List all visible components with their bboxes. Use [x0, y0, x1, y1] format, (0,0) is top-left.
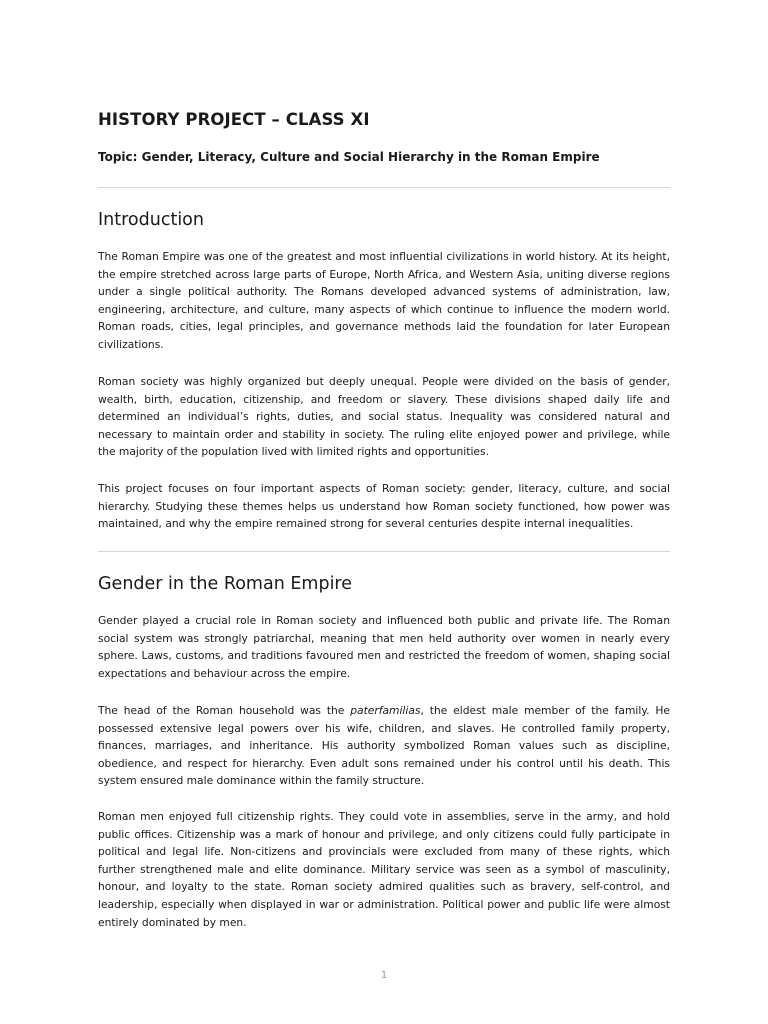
introduction-heading: Introduction	[98, 210, 204, 230]
introduction-paragraph-3: This project focuses on four important aspects of Roman society: gender, literacy, culture, and social hierarchy. Studying these themes helps us understand how Roman society functioned, how power was maintained, and why the empire remained strong for several centuries despite internal inequalities.	[98, 482, 670, 531]
gender-paragraph-1: Gender played a crucial role in Roman society and influenced both public and private life. The Roman social system was strongly patriarchal, meaning that men held authority over women in nearly every sphere. Laws, customs, and traditions favoured men and restricted the freedom of women, shaping social expectations and behaviour across the empire.	[98, 614, 670, 680]
page-number: 1	[380, 970, 388, 981]
document-title: HISTORY PROJECT – CLASS XI	[98, 110, 370, 129]
gender-heading: Gender in the Roman Empire	[98, 574, 353, 594]
introduction-paragraph-1: The Roman Empire was one of the greatest and most influential civilizations in world history. At its height, the empire stretched across large parts of Europe, North Africa, and Western Asia, uniting diverse regions under a single political authority. The Romans developed advanced systems of administration, law, engineering, architecture, and culture, many aspects of which continue to influence the modern world. Roman roads, cities, legal principles, and governance methods laid the foundation for later European civilizations.	[98, 250, 670, 351]
gender-paragraph-2	[98, 702, 670, 790]
section-divider	[98, 551, 670, 552]
introduction-paragraph-2: Roman society was highly organized but deeply unequal. People were divided on the basis of gender, wealth, birth, education, citizenship, and freedom or slavery. These divisions shaped daily life and determined an individual’s rights, duties, and social status. Inequality was considered natural and necessary to maintain order and stability in society. The ruling elite enjoyed power and privilege, while the majority of the population lived with limited rights and opportunities.	[98, 375, 670, 459]
document-topic: Topic: Gender, Literacy, Culture and Social Hierarchy in the Roman Empire	[98, 150, 600, 164]
section-divider	[98, 187, 670, 188]
gender-paragraph-3: Roman men enjoyed full citizenship rights. They could vote in assemblies, serve in the army, and hold public offices. Citizenship was a mark of honour and privilege, and only citizens could fully participate in political and legal life. Non-citizens and provincials were excluded from many of these rights, which further strengthened male and elite dominance. Military service was seen as a symbol of masculinity, honour, and loyalty to the state. Roman society admired qualities such as bravery, self-control, and leadership, especially when displayed in war or administration. Political power and public life were almost entirely dominated by men.	[98, 810, 670, 929]
paterfamilias-term: paterfamilias	[350, 704, 421, 717]
paragraph-text: The head of the Roman household was the	[98, 704, 351, 717]
paragraph-text: , the eldest male member of the family. He possessed extensive legal powers over his wife, children, and slaves. He controlled family property, finances, marriages, and inheritance. His authority symbolized Roman values such as discipline, obedience, and respect for hierarchy. Even adult sons remained under his control until his death. This system ensured male dominance within the family structure.	[98, 704, 670, 788]
